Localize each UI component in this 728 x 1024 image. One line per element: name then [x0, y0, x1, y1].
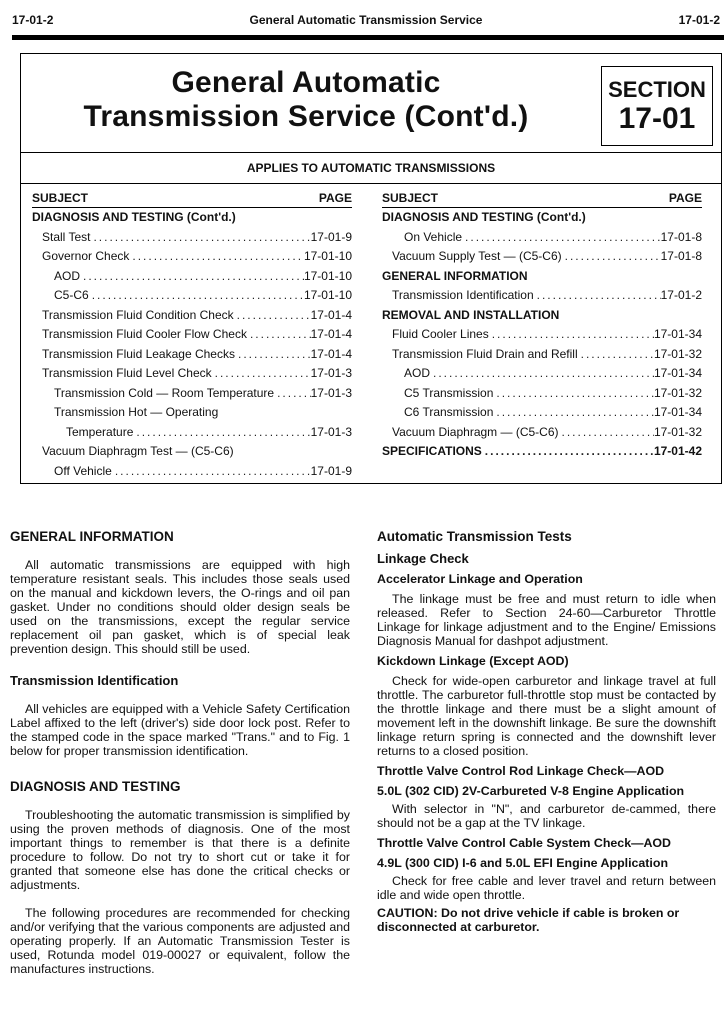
toc-entry: [32, 403, 352, 423]
toc-leader-dots: [493, 403, 654, 423]
page-title: [21, 66, 591, 134]
toc-entry-page: 17-01-32: [653, 346, 702, 361]
toc-entry-page: 17-01-9: [310, 229, 352, 244]
toc-entry-page: 17-01-8: [660, 249, 702, 263]
title-box: [20, 53, 722, 153]
toc-entry-title: Transmission Fluid Level Check: [42, 366, 212, 380]
toc-leader-dots: [129, 247, 304, 267]
toc-leader-dots: [482, 442, 654, 462]
toc-entry-page: 17-01-34: [653, 405, 702, 419]
toc-entry-title: Off Vehicle: [54, 463, 112, 478]
toc-entry-title: Transmission Cold — Room Temperature: [54, 385, 275, 400]
page-title-line1: General Automatic: [171, 66, 441, 99]
toc-leader-dots: [133, 423, 310, 443]
toc-left-column: [32, 189, 352, 481]
toc-left-head: [32, 189, 352, 208]
toc-leader-dots: [578, 345, 654, 365]
toc-entry-page: 17-01-42: [653, 444, 702, 458]
header-page-left: 17-01-2: [12, 13, 54, 27]
toc-entry-title: C5 Transmission: [404, 385, 494, 400]
toc-leader-dots: [235, 345, 311, 365]
toc-entry: [32, 423, 352, 443]
toc-entry: [382, 247, 702, 267]
toc-entry-title: AOD: [54, 268, 81, 283]
toc-entry-title: Temperature: [66, 424, 134, 439]
toc-entry-title: AOD: [404, 366, 431, 380]
toc-entry-title: DIAGNOSIS AND TESTING (Cont'd.): [32, 210, 236, 224]
toc-entry: [32, 442, 352, 462]
toc-entry: [382, 286, 702, 306]
toc-entry-page: 17-01-34: [653, 327, 702, 341]
toc-entry-page: 17-01-32: [653, 424, 702, 439]
automatic-transmission-tests-heading: Automatic Transmission Tests: [377, 529, 572, 544]
toc-entry-title: SPECIFICATIONS: [382, 444, 482, 458]
toc-leader-dots: [562, 247, 661, 267]
toc-entry-title: C6 Transmission: [404, 405, 494, 419]
toc-entry-title: Vacuum Diaphragm — (C5-C6): [392, 424, 559, 439]
toc-entry-page: 17-01-34: [653, 366, 702, 380]
toc-divider: [21, 183, 721, 184]
diagnosis-testing-paragraph-1: Troubleshooting the automatic transmission is simplified by using the proven methods of diagnosis. One of the most important things to remember is that there is a definite procedure to follow. Do not try to short cut or take it for granted that someone else has done the critical checks or adjustments.: [10, 808, 350, 892]
toc-entry: [382, 364, 702, 384]
toc-entry-title: REMOVAL AND INSTALLATION: [382, 307, 560, 322]
toc-entry-title: Vacuum Supply Test — (C5-C6): [392, 249, 562, 263]
kickdown-linkage-paragraph: Check for wide-open carburetor and linkage travel at full throttle. The carburetor full-throttle stop must be contacted by the throttle linkage and there must be a slight amount of movement left in the downshift linkage. Be sure the downshift linkage return spring is connected and the downshift lever returns to a closed position.: [377, 674, 716, 758]
toc-applies: APPLIES TO AUTOMATIC TRANSMISSIONS: [246, 161, 496, 175]
accelerator-linkage-paragraph: The linkage must be free and must return to idle when released. Refer to Section 24-60—Carburetor Throttle Linkage for linkage adjustment and to the Engine/ Emissions Diagnosis Manual for dashpot adjustment.: [377, 592, 716, 648]
toc-entry-title: DIAGNOSIS AND TESTING (Cont'd.): [382, 210, 586, 224]
toc-right-column: [382, 189, 702, 462]
toc-entry-title: Governor Check: [42, 249, 130, 263]
toc-entry-page: 17-01-10: [303, 288, 352, 302]
toc-leader-dots: [274, 384, 311, 404]
linkage-check-heading: Linkage Check: [377, 551, 469, 566]
toc-entry: [32, 325, 352, 345]
toc-entry-page: 17-01-4: [310, 346, 352, 361]
toc-entry-page: 17-01-9: [310, 463, 352, 478]
toc-leader-dots: [493, 384, 654, 404]
toc-entry-page: 17-01-10: [303, 249, 352, 263]
toc-entry: [382, 267, 702, 287]
header-title: General Automatic Transmission Service: [249, 13, 483, 27]
toc-entry: [32, 208, 352, 228]
toc-entry-page: 17-01-4: [310, 327, 352, 341]
engine-49-paragraph: Check for free cable and lever travel and return between idle and wide open throttle.: [377, 874, 716, 902]
section-box: [601, 66, 713, 146]
toc-leader-dots: [80, 267, 304, 287]
toc-entry: [382, 423, 702, 443]
toc-entry: [382, 325, 702, 345]
header-page-right: 17-01-2: [678, 13, 720, 27]
engine-50-paragraph: With selector in "N", and carburetor de-cammed, there should not be a gap at the TV linkage.: [377, 802, 716, 830]
toc-entry: [382, 384, 702, 404]
toc-leader-dots: [559, 423, 654, 443]
section-number: 17-01: [618, 102, 696, 135]
toc-entry-title: Transmission Fluid Leakage Checks: [42, 346, 235, 361]
toc-leader-dots: [89, 286, 304, 306]
tv-rod-linkage-heading: Throttle Valve Control Rod Linkage Check—AOD: [377, 764, 665, 778]
toc-entry: [32, 462, 352, 482]
page-label: PAGE: [318, 191, 352, 205]
toc-entry-page: 17-01-10: [303, 268, 352, 283]
toc-box: [20, 153, 722, 484]
subject-label: SUBJECT: [382, 191, 439, 205]
toc-entry-title: Stall Test: [42, 229, 91, 244]
body-left-column: [10, 530, 350, 976]
toc-entry-title: Transmission Fluid Drain and Refill: [392, 346, 578, 361]
toc-entry: [32, 286, 352, 306]
toc-leader-dots: [234, 306, 311, 326]
toc-entry: [382, 442, 702, 462]
toc-leader-dots: [430, 364, 654, 384]
toc-entry-title: Fluid Cooler Lines: [392, 327, 489, 341]
running-header: [12, 13, 720, 29]
toc-entry-page: 17-01-32: [653, 385, 702, 400]
toc-entry: [382, 208, 702, 228]
toc-entry-title: GENERAL INFORMATION: [382, 268, 528, 283]
toc-entry-title: Transmission Fluid Condition Check: [42, 307, 234, 322]
toc-entry: [382, 403, 702, 423]
diagnosis-testing-heading: DIAGNOSIS AND TESTING: [10, 779, 181, 794]
toc-leader-dots: [462, 228, 661, 248]
toc-entry-title: Vacuum Diaphragm Test — (C5-C6): [42, 444, 234, 458]
toc-leader-dots: [247, 325, 311, 345]
toc-entry: [382, 306, 702, 326]
tv-cable-heading: Throttle Valve Control Cable System Check—AOD: [377, 836, 672, 850]
toc-entry-page: 17-01-2: [660, 288, 702, 302]
page-label: PAGE: [668, 191, 702, 205]
toc-entry: [32, 364, 352, 384]
toc-entry-title: Transmission Identification: [392, 288, 534, 302]
toc-entry: [382, 345, 702, 365]
body-right-column: [377, 530, 716, 934]
toc-left-list: [32, 208, 352, 481]
subject-label: SUBJECT: [32, 191, 89, 205]
section-label: SECTION: [608, 77, 706, 102]
toc-leader-dots: [90, 228, 310, 248]
toc-entry: [32, 306, 352, 326]
caution-note: CAUTION: Do not drive vehicle if cable is broken or disconnected at carburetor.: [377, 906, 680, 934]
toc-entry-page: 17-01-8: [660, 229, 702, 244]
toc-right-head: [382, 189, 702, 208]
toc-entry-title: C5-C6: [54, 288, 89, 302]
toc-entry: [32, 228, 352, 248]
page-title-line2: Transmission Service (Cont'd.): [83, 100, 529, 133]
toc-entry: [32, 267, 352, 287]
diagnosis-testing-paragraph-2: The following procedures are recommended for checking and/or verifying that the various components are adjusted and operating properly. If an Automatic Transmission Tester is used, Rotunda model 019-00027 or equivalent, follow the manufactures instructions.: [10, 906, 350, 976]
toc-entry-title: Transmission Fluid Cooler Flow Check: [42, 327, 247, 341]
toc-leader-dots: [489, 325, 654, 345]
toc-entry-title: On Vehicle: [404, 229, 463, 244]
accelerator-linkage-heading: Accelerator Linkage and Operation: [377, 572, 583, 586]
toc-entry-page: 17-01-3: [310, 424, 352, 439]
transmission-identification-paragraph: All vehicles are equipped with a Vehicle Safety Certification Label affixed to the left (driver's) side door lock post. Refer to the stamped code in the space marked "Trans." and to Fig. 1 below for proper transmission identification.: [10, 702, 350, 758]
toc-leader-dots: [112, 462, 311, 482]
toc-entry-page: 17-01-3: [310, 385, 352, 400]
kickdown-linkage-heading: Kickdown Linkage (Except AOD): [377, 654, 569, 668]
toc-entry-page: 17-01-3: [310, 366, 352, 380]
header-rule: [12, 35, 724, 40]
toc-entry: [32, 345, 352, 365]
toc-entry-page: 17-01-4: [310, 307, 352, 322]
toc-entry: [32, 247, 352, 267]
toc-leader-dots: [534, 286, 661, 306]
toc-entry: [32, 384, 352, 404]
general-information-heading: GENERAL INFORMATION: [10, 529, 174, 544]
toc-right-list: [382, 208, 702, 462]
engine-50-heading: 5.0L (302 CID) 2V-Carbureted V-8 Engine Application: [377, 784, 685, 798]
general-information-paragraph: All automatic transmissions are equipped with high temperature resistant seals. This includes those seals used on the manual and kickdown levers, the O-rings and oil pan gasket. Under no conditions should older design seals be used on the transmissions, except the regular service replacement oil pan gasket, which is of special leak prevention design. This should still be used.: [10, 558, 350, 656]
toc-entry: [382, 228, 702, 248]
transmission-identification-heading: Transmission Identification: [10, 673, 179, 688]
toc-leader-dots: [212, 364, 311, 384]
engine-49-heading: 4.9L (300 CID) I-6 and 5.0L EFI Engine Application: [377, 856, 669, 870]
toc-entry-title: Transmission Hot — Operating: [54, 405, 219, 419]
